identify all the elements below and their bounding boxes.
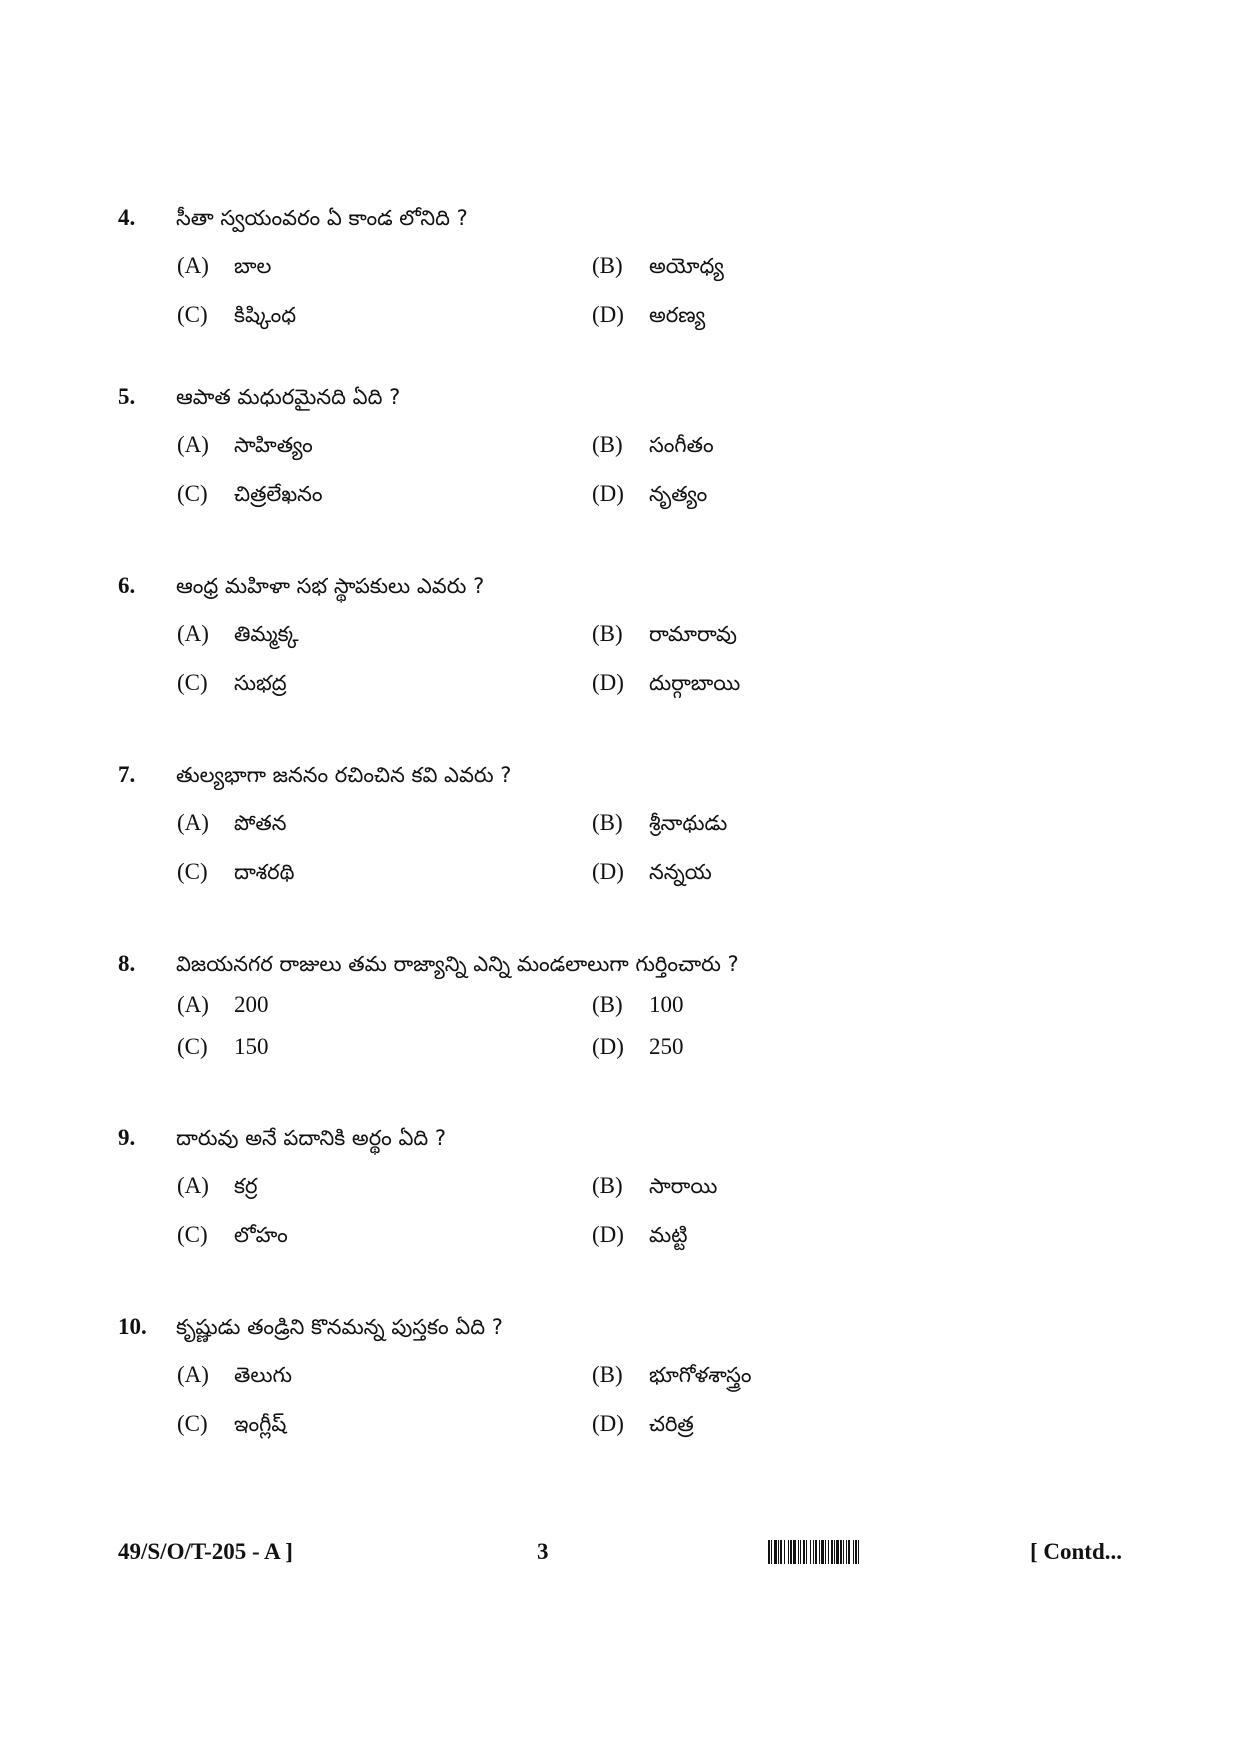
option-text: 150 [234,1034,269,1059]
option-d [592,295,1012,335]
option-b [592,1166,1012,1206]
question-text: కృష్ణుడు తండ్రిని కొనమన్న పుస్తకం ఏది ? [176,1315,503,1339]
option-label: (A) [177,810,209,835]
option-label: (A) [177,992,209,1017]
option-text: అయోధ్య [649,254,724,278]
option-label: (A) [177,1362,209,1387]
question-text: దారువు అనే పదానికి అర్థం ఏది ? [176,1126,447,1150]
option-label: (B) [592,1173,623,1198]
question-text: ఆపాత మధురమైనది ఏది ? [176,385,401,409]
option-label: (A) [177,621,209,646]
option-c [177,1215,597,1255]
option-c [177,852,597,892]
option-text: సాహిత్యం [234,433,313,457]
option-label: (D) [592,1034,624,1059]
option-a [177,1355,597,1395]
option-text: రామారావు [649,622,737,646]
option-label: (B) [592,810,623,835]
option-a [177,614,597,654]
option-text: నన్నయ [649,860,712,884]
option-d [592,1027,1012,1067]
option-label: (C) [177,670,208,695]
option-text: శ్రీనాథుడు [649,811,728,835]
question-text: సీతా స్వయంవరం ఏ కాండ లోనిది ? [176,206,468,230]
option-a [177,425,597,465]
option-label: (C) [177,859,208,884]
option-b [592,803,1012,843]
option-label: (A) [177,253,209,278]
option-a [177,246,597,286]
option-label: (B) [592,432,623,457]
option-label: (A) [177,1173,209,1198]
option-label: (C) [177,1411,208,1436]
option-text: లోహం [234,1223,288,1247]
option-label: (D) [592,859,624,884]
option-label: (D) [592,302,624,327]
option-a [177,803,597,843]
option-d [592,663,1012,703]
option-label: (C) [177,481,208,506]
continued-label: [ Contd... [1030,1539,1123,1564]
question-number: 5. [118,384,136,409]
option-c [177,474,597,514]
option-text: చరిత్ర [649,1412,694,1436]
question-number: 8. [118,951,136,976]
option-a [177,985,597,1025]
option-a [177,1166,597,1206]
option-label: (D) [592,481,624,506]
question-text: విజయనగర రాజులు తమ రాజ్యాన్ని ఎన్ని మండలాలుగా గుర్తించారు ? [176,952,739,976]
option-label: (C) [177,1034,208,1059]
question-text: తుల్యభాగా జననం రచించిన కవి ఎవరు ? [176,763,512,787]
option-d [592,852,1012,892]
option-text: తెలుగు [234,1363,293,1387]
question-text: ఆంధ్ర మహిళా సభ స్థాపకులు ఎవరు ? [176,574,485,598]
option-text: 200 [234,992,269,1017]
option-c [177,295,597,335]
option-label: (D) [592,1411,624,1436]
option-d [592,1404,1012,1444]
option-c [177,1027,597,1067]
option-d [592,1215,1012,1255]
option-text: ఇంగ్లీష్ [234,1412,287,1436]
option-text: 100 [649,992,684,1017]
option-text: సుభద్ర [234,671,287,695]
question-number: 7. [118,762,136,787]
paper-code: 49/S/O/T-205 - A ] [118,1539,293,1564]
question-number: 6. [118,573,136,598]
option-text: తిమ్మక్క [234,622,299,646]
option-text: పోతన [234,811,287,835]
option-b [592,985,1012,1025]
option-text: సారాయి [649,1174,718,1198]
option-label: (B) [592,992,623,1017]
option-label: (B) [592,621,623,646]
option-label: (B) [592,1362,623,1387]
question-number: 9. [118,1125,136,1150]
option-text: బాల [234,254,272,278]
option-b [592,1355,1012,1395]
option-label: (B) [592,253,623,278]
page-number: 3 [537,1539,549,1564]
option-text: కర్ర [234,1174,258,1198]
page-footer [0,1532,1240,1572]
option-label: (C) [177,1222,208,1247]
option-text: సంగీతం [649,433,714,457]
option-b [592,425,1012,465]
option-text: భూగోళశాస్త్రం [649,1363,752,1387]
option-text: దాశరథి [234,860,295,884]
option-text: చిత్రలేఖనం [234,482,323,506]
option-text: దుర్గాబాయి [649,671,741,695]
option-text: కిష్కింధ [234,303,297,327]
question-number: 10. [118,1314,147,1339]
option-b [592,614,1012,654]
question-number: 4. [118,205,136,230]
option-label: (C) [177,302,208,327]
option-c [177,663,597,703]
option-text: అరణ్య [649,303,706,327]
option-text: మట్టి [649,1223,688,1247]
option-b [592,246,1012,286]
option-text: 250 [649,1034,684,1059]
option-label: (D) [592,1222,624,1247]
option-text: నృత్యం [649,482,708,506]
option-c [177,1404,597,1444]
option-label: (A) [177,432,209,457]
option-label: (D) [592,670,624,695]
barcode-icon [768,1540,1023,1564]
option-d [592,474,1012,514]
